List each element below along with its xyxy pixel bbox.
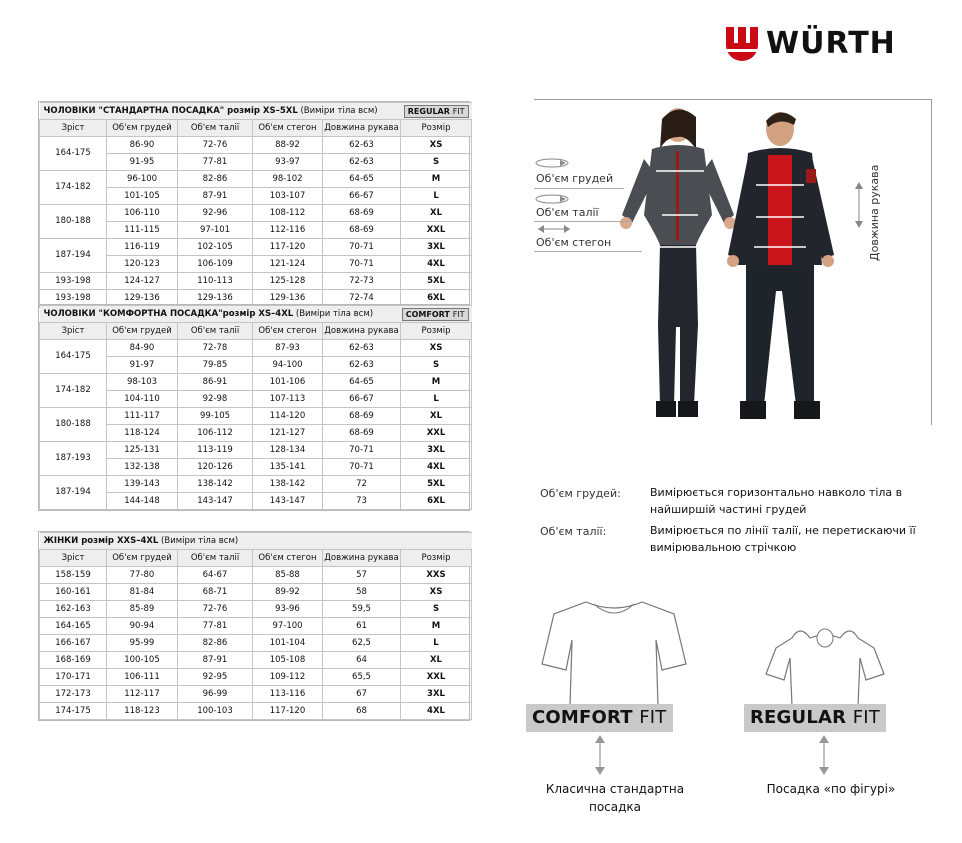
table-title-note: (Виміри тіла всм): [161, 535, 239, 546]
sleeve-arrow-icon: [852, 180, 866, 230]
table-row: 118-124 106-112 121-127 68-69 XXL: [40, 425, 472, 442]
table-title-row: [40, 306, 472, 323]
table-row: 91-95 77-81 93-97 62-63 S: [40, 154, 472, 171]
comfort-fit-label: COMFORT FIT: [526, 704, 673, 732]
header-sleeve: Довжина рукава: [323, 323, 401, 340]
table-row: 168-169 100-105 87-91 105-108 64 XL: [40, 652, 472, 669]
woman-figure-icon: [620, 108, 736, 417]
table-row: 162-163 85-89 72-76 93-96 59,5 S: [40, 601, 472, 618]
header-chest: Об'єм грудей: [107, 550, 178, 567]
table-row: 193-198 124-127 110-113 125-128 72-73 5XL: [40, 273, 472, 290]
table-title: ЧОЛОВІКИ "СТАНДАРТНА ПОСАДКА" розмір XS–5XL: [43, 105, 298, 116]
table-row: 174-175 118-123 100-103 117-120 68 4XL: [40, 703, 472, 720]
chest-desc-text: Вимірюється горизонтально навколо тіла в найширшій частині грудей: [650, 486, 903, 516]
table-row: 101-105 87-91 103-107 66-67 L: [40, 188, 472, 205]
chest-label: Об'єм грудей: [536, 172, 614, 185]
waist-arrow-icon: [534, 192, 574, 206]
table-row: 120-123 106-109 121-124 70-71 4XL: [40, 256, 472, 273]
table-row: 172-173 112-117 96-99 113-116 67 3XL: [40, 686, 472, 703]
table-row: 187-194 139-143 138-142 138-142 72 5XL: [40, 476, 472, 493]
table-row: 180-188 106-110 92-96 108-112 68-69 XL: [40, 205, 472, 222]
table-title: ЖІНКИ розмір XXS–4XL: [43, 535, 159, 546]
comfort-fit-caption: Класична стандартна посадка: [545, 782, 685, 814]
sleeve-label-wrap: [868, 157, 884, 261]
header-chest: Об'єм грудей: [107, 323, 178, 340]
table-row: 164-165 90-94 77-81 97-100 61 M: [40, 618, 472, 635]
table-title: ЧОЛОВІКИ "КОМФОРТНА ПОСАДКА"розмір XS–4XL: [43, 308, 294, 319]
waist-desc-label: Об'єм талії:: [540, 525, 607, 538]
men-comfort-size-table: [38, 304, 470, 511]
wurth-logo: [724, 24, 896, 64]
regular-fit-label: REGULAR FIT: [744, 704, 886, 732]
chest-desc-label: Об'єм грудей:: [540, 487, 621, 500]
table-title-note: (Виміри тіла всм): [300, 105, 378, 116]
man-figure-icon: [727, 112, 834, 419]
comfort-arrow-icon: [592, 734, 608, 776]
women-size-table: [38, 531, 470, 721]
chest-arrow-icon: [534, 156, 574, 170]
regular-fit-caption: Посадка «по фігурі»: [766, 782, 896, 796]
header-size: Розмір: [401, 120, 472, 137]
comfort-fit-shirt-icon: [540, 600, 688, 706]
regular-arrow-icon: [816, 734, 832, 776]
table-header-row: [40, 550, 472, 567]
chest-line: [534, 188, 624, 189]
table-row: 144-148 143-147 143-147 73 6XL: [40, 493, 472, 510]
table-row: 170-171 106-111 92-95 109-112 65,5 XXL: [40, 669, 472, 686]
waist-desc-text: Вимірюється по лінії талії, не перетискаючи її вимірювальною стрічкою: [650, 524, 916, 554]
header-height: Зріст: [40, 550, 107, 567]
hips-label: Об'єм стегон: [536, 236, 612, 249]
brand-name: WÜRTH: [766, 26, 896, 61]
header-height: Зріст: [40, 323, 107, 340]
header-size: Розмір: [401, 323, 472, 340]
table-row: 180-188 111-117 99-105 114-120 68-69 XL: [40, 408, 472, 425]
header-size: Розмір: [401, 550, 472, 567]
header-sleeve: Довжина рукава: [323, 550, 401, 567]
table-row: 187-193 125-131 113-119 128-134 70-71 3XL: [40, 442, 472, 459]
men-standard-size-table: [38, 101, 470, 308]
waist-line: [534, 221, 630, 222]
table-row: 187-194 116-119 102-105 117-120 70-71 3XL: [40, 239, 472, 256]
header-hips: Об'єм стегон: [253, 120, 323, 137]
header-waist: Об'єм талії: [178, 120, 253, 137]
table-row: 104-110 92-98 107-113 66-67 L: [40, 391, 472, 408]
table-row: 164-175 86-90 72-76 88-92 62-63 XS: [40, 137, 472, 154]
header-waist: Об'єм талії: [178, 550, 253, 567]
hips-arrow-icon: [534, 223, 574, 235]
table-row: 193-198 129-136 129-136 129-136 72-74 6XL: [40, 290, 472, 307]
table-row: 174-182 96-100 82-86 98-102 64-65 M: [40, 171, 472, 188]
header-hips: Об'єм стегон: [253, 323, 323, 340]
table-row: 111-115 97-101 112-116 68-69 XXL: [40, 222, 472, 239]
wurth-emblem-icon: [724, 25, 760, 63]
table-row: 91-97 79-85 94-100 62-63 S: [40, 357, 472, 374]
header-chest: Об'єм грудей: [107, 120, 178, 137]
header-sleeve: Довжина рукава: [323, 120, 401, 137]
header-waist: Об'єм талії: [178, 323, 253, 340]
regular-fit-badge: REGULAR FIT: [404, 105, 469, 118]
table-title-note: (Виміри тіла всм): [295, 308, 374, 319]
table-row: 160-161 81-84 68-71 89-92 58 XS: [40, 584, 472, 601]
table-title-row: [40, 103, 472, 120]
table-row: 132-138 120-126 135-141 70-71 4XL: [40, 459, 472, 476]
models-illustration: [600, 105, 850, 430]
table-row: 174-182 98-103 86-91 101-106 64-65 M: [40, 374, 472, 391]
table-row: 158-159 77-80 64-67 85-88 57 XXS: [40, 567, 472, 584]
table-title-row: [40, 533, 472, 550]
hips-line: [534, 251, 642, 252]
table-header-row: [40, 120, 472, 137]
comfort-fit-badge: COMFORT FIT: [402, 308, 469, 321]
sleeve-label: Довжина рукава: [868, 164, 881, 261]
table-row: 164-175 84-90 72-78 87-93 62-63 XS: [40, 340, 472, 357]
waist-label: Об'єм талії: [536, 206, 599, 219]
table-header-row: [40, 323, 472, 340]
header-hips: Об'єм стегон: [253, 550, 323, 567]
regular-fit-shirt-icon: [764, 628, 886, 706]
table-row: 166-167 95-99 82-86 101-104 62,5 L: [40, 635, 472, 652]
header-height: Зріст: [40, 120, 107, 137]
